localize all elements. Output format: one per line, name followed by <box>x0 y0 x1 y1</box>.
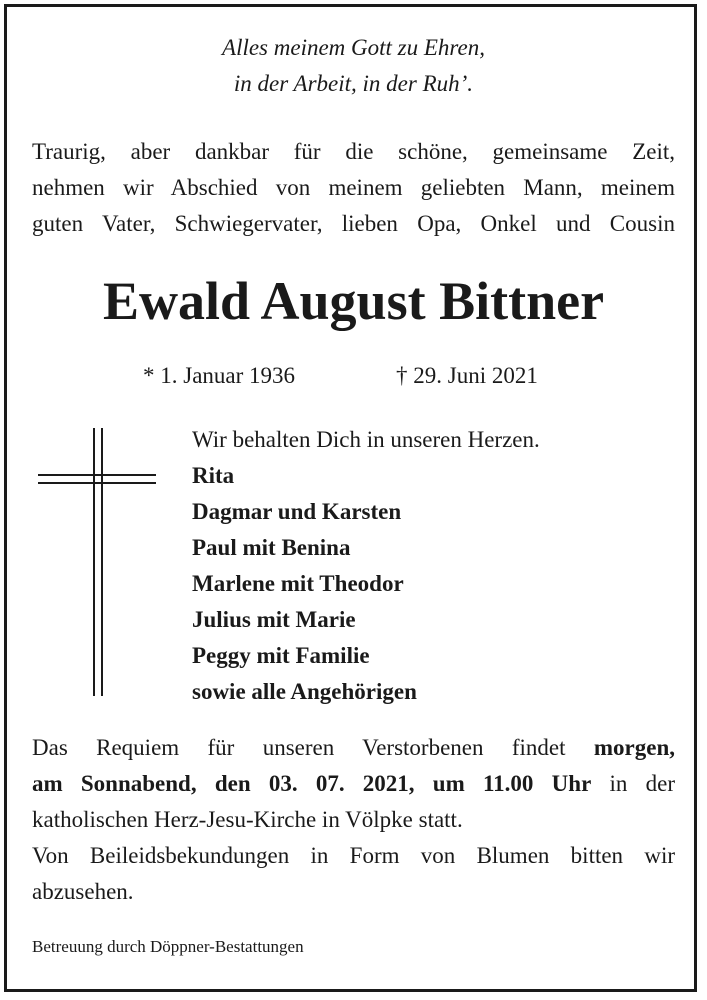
intro-line-3: guten Vater, Schwiegervater, lieben Opa, Onkel und Cousin <box>32 211 675 236</box>
cross-intersection <box>95 476 101 482</box>
deceased-name: Ewald August Bittner <box>102 271 605 331</box>
motto-line-1: Alles meinem Gott zu Ehren, <box>222 35 485 60</box>
birth-date: * 1. Januar 1936 <box>143 363 296 388</box>
service-emphasis: am Sonnabend, den 03. 07. 2021, um 11.00 Uhr <box>32 771 592 796</box>
service-line-3: katholischen Herz-Jesu-Kirche in Völpke statt. <box>32 807 463 832</box>
mourner-name: Dagmar und Karsten <box>192 499 402 524</box>
mourner-name: Paul mit Benina <box>192 535 351 560</box>
service-line-5: abzusehen. <box>32 879 134 904</box>
intro-line-2: nehmen wir Abschied von meinem geliebten Mann, meinem <box>32 175 675 200</box>
death-date: † 29. Juni 2021 <box>396 363 538 388</box>
service-emphasis: morgen, <box>593 735 675 760</box>
mourner-name: Julius mit Marie <box>192 607 356 632</box>
funeral-home-credit: Betreuung durch Döppner-Bestattungen <box>32 937 304 956</box>
mourner-name: Peggy mit Familie <box>192 643 370 668</box>
service-line-1 <box>32 730 675 766</box>
mourner-name: Rita <box>192 463 235 488</box>
mourner-name: Marlene mit Theodor <box>192 571 404 596</box>
service-text: in der <box>609 771 676 796</box>
service-text: Das Requiem für unseren Verstorbenen findet <box>32 735 566 760</box>
service-line-4: Von Beileidsbekundungen in Form von Blumen bitten wir <box>32 843 675 868</box>
cross-vertical-beam <box>93 428 103 696</box>
service-line-2 <box>32 766 675 802</box>
motto-line-2: in der Arbeit, in der Ruh’. <box>233 71 474 96</box>
intro-line-1: Traurig, aber dankbar für die schöne, gemeinsame Zeit, <box>32 139 675 164</box>
mourner-name: sowie alle Angehörigen <box>192 679 417 704</box>
mourners-lead: Wir behalten Dich in unseren Herzen. <box>192 427 540 452</box>
